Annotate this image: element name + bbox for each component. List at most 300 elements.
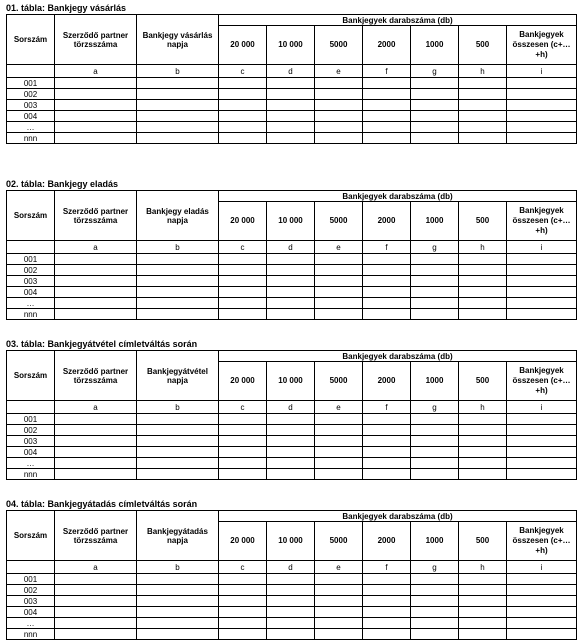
table-cell[interactable] xyxy=(507,585,577,596)
table-cell[interactable] xyxy=(411,276,459,287)
table-cell[interactable] xyxy=(55,447,137,458)
table-cell[interactable] xyxy=(219,618,267,629)
table-cell[interactable] xyxy=(363,585,411,596)
table-cell[interactable] xyxy=(363,436,411,447)
column-letter: e xyxy=(315,65,363,78)
column-letter: i xyxy=(507,241,577,254)
table-cell[interactable] xyxy=(267,78,315,89)
table-cell[interactable] xyxy=(315,585,363,596)
table-cell[interactable] xyxy=(363,111,411,122)
table-cell[interactable] xyxy=(459,585,507,596)
column-letter: h xyxy=(459,561,507,574)
table-cell[interactable] xyxy=(315,447,363,458)
denomination-header: 10 000 xyxy=(267,26,315,65)
table-cell[interactable] xyxy=(459,133,507,144)
table-cell[interactable] xyxy=(363,122,411,133)
table-cell[interactable] xyxy=(267,89,315,100)
table-cell[interactable] xyxy=(459,100,507,111)
row-number: 003 xyxy=(7,596,55,607)
table-cell[interactable] xyxy=(459,78,507,89)
denomination-header: 10 000 xyxy=(267,202,315,241)
table-cell[interactable] xyxy=(219,133,267,144)
table-cell[interactable] xyxy=(137,276,219,287)
table-cell[interactable] xyxy=(219,298,267,309)
table-cell[interactable] xyxy=(459,254,507,265)
table-row xyxy=(7,585,577,596)
table-cell[interactable] xyxy=(459,447,507,458)
table-cell[interactable] xyxy=(137,298,219,309)
table-section-2 xyxy=(6,178,576,320)
row-number: 003 xyxy=(7,100,55,111)
table-row xyxy=(7,78,577,89)
table-cell[interactable] xyxy=(315,78,363,89)
denomination-header: 2000 xyxy=(363,362,411,401)
column-letter: h xyxy=(459,65,507,78)
table-cell[interactable] xyxy=(137,574,219,585)
table-cell[interactable] xyxy=(55,596,137,607)
table-cell[interactable] xyxy=(459,596,507,607)
table-cell[interactable] xyxy=(267,574,315,585)
table-cell[interactable] xyxy=(55,100,137,111)
table-cell[interactable] xyxy=(267,309,315,320)
table-cell[interactable] xyxy=(363,100,411,111)
table-cell[interactable] xyxy=(459,89,507,100)
table-row xyxy=(7,574,577,585)
table-cell[interactable] xyxy=(267,618,315,629)
table-cell[interactable] xyxy=(363,447,411,458)
column-letter: a xyxy=(55,401,137,414)
table-cell[interactable] xyxy=(507,414,577,425)
table-row xyxy=(7,309,577,320)
date-header: Bankjegy vásárlás napja xyxy=(137,15,219,65)
table-cell[interactable] xyxy=(55,618,137,629)
table-cell[interactable] xyxy=(411,309,459,320)
table-row xyxy=(7,254,577,265)
table-cell[interactable] xyxy=(137,618,219,629)
group-header: Bankjegyek darabszáma (db) xyxy=(219,511,577,522)
table-cell[interactable] xyxy=(459,607,507,618)
column-letter: d xyxy=(267,241,315,254)
table-cell[interactable] xyxy=(55,254,137,265)
table-cell[interactable] xyxy=(363,309,411,320)
table-cell[interactable] xyxy=(267,287,315,298)
table-cell[interactable] xyxy=(315,265,363,276)
table-cell[interactable] xyxy=(55,133,137,144)
table-section-1 xyxy=(6,2,576,144)
table-cell[interactable] xyxy=(267,458,315,469)
table-row xyxy=(7,276,577,287)
table-cell[interactable] xyxy=(363,458,411,469)
table-cell[interactable] xyxy=(55,298,137,309)
column-letter: g xyxy=(411,241,459,254)
row-number: nnn xyxy=(7,309,55,320)
table-cell[interactable] xyxy=(315,309,363,320)
table-cell[interactable] xyxy=(459,122,507,133)
table-cell[interactable] xyxy=(315,89,363,100)
table-cell[interactable] xyxy=(219,100,267,111)
table-cell[interactable] xyxy=(411,287,459,298)
table-cell[interactable] xyxy=(267,276,315,287)
table-cell[interactable] xyxy=(137,265,219,276)
table-cell[interactable] xyxy=(363,254,411,265)
table-cell[interactable] xyxy=(55,585,137,596)
table-cell[interactable] xyxy=(219,287,267,298)
table-cell[interactable] xyxy=(315,287,363,298)
table-cell[interactable] xyxy=(459,298,507,309)
column-letter: f xyxy=(363,561,411,574)
table-cell[interactable] xyxy=(55,607,137,618)
table-row xyxy=(7,133,577,144)
table-cell[interactable] xyxy=(411,469,459,480)
row-number: 001 xyxy=(7,414,55,425)
table-cell[interactable] xyxy=(219,276,267,287)
table-cell[interactable] xyxy=(315,122,363,133)
data-table xyxy=(6,510,577,640)
table-row xyxy=(7,618,577,629)
table-cell[interactable] xyxy=(411,425,459,436)
row-number: 002 xyxy=(7,585,55,596)
table-cell[interactable] xyxy=(459,469,507,480)
table-cell[interactable] xyxy=(411,596,459,607)
table-cell[interactable] xyxy=(411,458,459,469)
table-cell[interactable] xyxy=(363,78,411,89)
table-cell[interactable] xyxy=(363,574,411,585)
row-number: 004 xyxy=(7,607,55,618)
table-cell[interactable] xyxy=(459,265,507,276)
table-cell[interactable] xyxy=(55,111,137,122)
table-cell[interactable] xyxy=(137,78,219,89)
table-cell[interactable] xyxy=(363,425,411,436)
column-letter: b xyxy=(137,561,219,574)
table-cell[interactable] xyxy=(55,436,137,447)
table-title: 03. tábla: Bankjegyátvétel címletváltás során xyxy=(6,339,198,349)
table-cell[interactable] xyxy=(411,298,459,309)
table-cell[interactable] xyxy=(55,78,137,89)
table-cell[interactable] xyxy=(219,89,267,100)
table-cell[interactable] xyxy=(507,111,577,122)
table-cell[interactable] xyxy=(267,585,315,596)
table-cell[interactable] xyxy=(219,111,267,122)
total-header: Bankjegyek összesen (c+…+h) xyxy=(507,202,577,241)
denomination-header: 5000 xyxy=(315,362,363,401)
table-cell[interactable] xyxy=(507,425,577,436)
column-letter: d xyxy=(267,65,315,78)
column-letter: h xyxy=(459,241,507,254)
table-cell[interactable] xyxy=(411,607,459,618)
denomination-header: 20 000 xyxy=(219,362,267,401)
table-cell[interactable] xyxy=(137,436,219,447)
table-cell[interactable] xyxy=(363,89,411,100)
table-cell[interactable] xyxy=(137,607,219,618)
table-cell[interactable] xyxy=(507,436,577,447)
table-cell[interactable] xyxy=(219,596,267,607)
table-cell[interactable] xyxy=(267,414,315,425)
table-cell[interactable] xyxy=(411,89,459,100)
table-cell[interactable] xyxy=(411,447,459,458)
column-letter: d xyxy=(267,401,315,414)
table-row xyxy=(7,596,577,607)
table-cell[interactable] xyxy=(459,436,507,447)
table-cell[interactable] xyxy=(137,585,219,596)
table-cell[interactable] xyxy=(219,254,267,265)
table-cell[interactable] xyxy=(363,133,411,144)
row-number: 001 xyxy=(7,254,55,265)
table-cell[interactable] xyxy=(315,425,363,436)
table-row xyxy=(7,414,577,425)
table-cell[interactable] xyxy=(267,265,315,276)
table-cell[interactable] xyxy=(137,414,219,425)
table-cell[interactable] xyxy=(411,133,459,144)
table-cell[interactable] xyxy=(411,122,459,133)
table-cell[interactable] xyxy=(507,276,577,287)
table-cell[interactable] xyxy=(219,458,267,469)
table-cell[interactable] xyxy=(219,436,267,447)
table-cell[interactable] xyxy=(137,458,219,469)
table-cell[interactable] xyxy=(55,574,137,585)
table-cell[interactable] xyxy=(459,276,507,287)
table-cell[interactable] xyxy=(315,276,363,287)
table-cell[interactable] xyxy=(507,100,577,111)
denomination-header: 500 xyxy=(459,26,507,65)
table-cell[interactable] xyxy=(507,254,577,265)
table-cell[interactable] xyxy=(55,265,137,276)
table-cell[interactable] xyxy=(219,414,267,425)
table-cell[interactable] xyxy=(411,100,459,111)
denomination-header: 500 xyxy=(459,202,507,241)
group-header: Bankjegyek darabszáma (db) xyxy=(219,351,577,362)
column-letter: b xyxy=(137,65,219,78)
sorszam-header: Sorszám xyxy=(7,15,55,65)
table-cell[interactable] xyxy=(137,122,219,133)
table-cell[interactable] xyxy=(459,309,507,320)
table-cell[interactable] xyxy=(507,574,577,585)
row-number: … xyxy=(7,298,55,309)
table-cell[interactable] xyxy=(55,276,137,287)
table-cell[interactable] xyxy=(137,596,219,607)
table-cell[interactable] xyxy=(507,287,577,298)
table-cell[interactable] xyxy=(219,607,267,618)
table-cell[interactable] xyxy=(315,254,363,265)
denomination-header: 5000 xyxy=(315,202,363,241)
table-cell[interactable] xyxy=(219,122,267,133)
table-cell[interactable] xyxy=(315,436,363,447)
table-cell[interactable] xyxy=(219,585,267,596)
table-cell[interactable] xyxy=(507,265,577,276)
table-cell[interactable] xyxy=(267,436,315,447)
table-cell[interactable] xyxy=(267,469,315,480)
column-letter: e xyxy=(315,241,363,254)
row-number: nnn xyxy=(7,469,55,480)
table-cell[interactable] xyxy=(459,414,507,425)
table-cell[interactable] xyxy=(363,287,411,298)
row-number: 004 xyxy=(7,447,55,458)
denomination-header: 20 000 xyxy=(219,522,267,561)
table-cell[interactable] xyxy=(267,298,315,309)
denomination-header: 20 000 xyxy=(219,26,267,65)
table-cell[interactable] xyxy=(267,254,315,265)
table-cell[interactable] xyxy=(137,254,219,265)
table-cell[interactable] xyxy=(507,78,577,89)
table-cell[interactable] xyxy=(315,458,363,469)
table-cell[interactable] xyxy=(411,78,459,89)
table-cell[interactable] xyxy=(267,607,315,618)
table-cell[interactable] xyxy=(459,574,507,585)
column-letter: i xyxy=(507,561,577,574)
table-cell[interactable] xyxy=(55,458,137,469)
row-number: 003 xyxy=(7,436,55,447)
group-header: Bankjegyek darabszáma (db) xyxy=(219,15,577,26)
empty-letter-cell xyxy=(7,401,55,414)
table-cell[interactable] xyxy=(459,425,507,436)
denomination-header: 500 xyxy=(459,362,507,401)
row-number: … xyxy=(7,458,55,469)
column-letter: c xyxy=(219,401,267,414)
table-cell[interactable] xyxy=(315,618,363,629)
table-cell[interactable] xyxy=(363,469,411,480)
row-number: 004 xyxy=(7,287,55,298)
table-cell[interactable] xyxy=(267,111,315,122)
table-cell[interactable] xyxy=(219,78,267,89)
row-number: nnn xyxy=(7,133,55,144)
table-cell[interactable] xyxy=(267,122,315,133)
table-cell[interactable] xyxy=(507,447,577,458)
column-letter: h xyxy=(459,401,507,414)
denomination-header: 2000 xyxy=(363,202,411,241)
table-cell[interactable] xyxy=(363,596,411,607)
table-cell[interactable] xyxy=(507,122,577,133)
table-cell[interactable] xyxy=(315,607,363,618)
table-cell[interactable] xyxy=(219,447,267,458)
table-cell[interactable] xyxy=(363,607,411,618)
row-number: 001 xyxy=(7,574,55,585)
table-cell[interactable] xyxy=(363,265,411,276)
table-cell[interactable] xyxy=(219,574,267,585)
denomination-header: 10 000 xyxy=(267,362,315,401)
table-cell[interactable] xyxy=(55,469,137,480)
column-letter: f xyxy=(363,65,411,78)
table-cell[interactable] xyxy=(219,469,267,480)
table-cell[interactable] xyxy=(411,574,459,585)
denomination-header: 1000 xyxy=(411,362,459,401)
table-cell[interactable] xyxy=(507,618,577,629)
table-row xyxy=(7,287,577,298)
table-cell[interactable] xyxy=(315,596,363,607)
table-row xyxy=(7,469,577,480)
table-cell[interactable] xyxy=(55,309,137,320)
table-cell[interactable] xyxy=(315,414,363,425)
table-cell[interactable] xyxy=(411,618,459,629)
table-cell[interactable] xyxy=(55,122,137,133)
empty-letter-cell xyxy=(7,241,55,254)
table-cell[interactable] xyxy=(507,298,577,309)
table-cell[interactable] xyxy=(315,469,363,480)
row-number: 001 xyxy=(7,78,55,89)
table-cell[interactable] xyxy=(137,100,219,111)
column-letter: a xyxy=(55,65,137,78)
table-cell[interactable] xyxy=(411,254,459,265)
table-row xyxy=(7,122,577,133)
table-cell[interactable] xyxy=(137,89,219,100)
table-cell[interactable] xyxy=(55,414,137,425)
row-number: 002 xyxy=(7,265,55,276)
table-cell[interactable] xyxy=(267,100,315,111)
table-cell[interactable] xyxy=(363,298,411,309)
table-cell[interactable] xyxy=(219,309,267,320)
table-cell[interactable] xyxy=(507,458,577,469)
table-cell[interactable] xyxy=(55,425,137,436)
row-number: … xyxy=(7,122,55,133)
table-cell[interactable] xyxy=(363,414,411,425)
column-letter: c xyxy=(219,241,267,254)
table-cell[interactable] xyxy=(315,133,363,144)
table-cell[interactable] xyxy=(411,436,459,447)
table-cell[interactable] xyxy=(459,618,507,629)
table-cell[interactable] xyxy=(315,111,363,122)
table-cell[interactable] xyxy=(507,469,577,480)
column-letter: e xyxy=(315,561,363,574)
table-cell[interactable] xyxy=(363,618,411,629)
table-cell[interactable] xyxy=(315,298,363,309)
table-cell[interactable] xyxy=(137,111,219,122)
table-cell[interactable] xyxy=(55,89,137,100)
table-cell[interactable] xyxy=(507,596,577,607)
table-title: 02. tábla: Bankjegy eladás xyxy=(6,179,119,189)
table-cell[interactable] xyxy=(507,607,577,618)
sorszam-header: Sorszám xyxy=(7,511,55,561)
column-letter: g xyxy=(411,65,459,78)
table-cell[interactable] xyxy=(507,309,577,320)
table-cell[interactable] xyxy=(267,447,315,458)
column-letter: d xyxy=(267,561,315,574)
table-cell[interactable] xyxy=(267,425,315,436)
table-cell[interactable] xyxy=(137,133,219,144)
table-cell[interactable] xyxy=(411,111,459,122)
table-cell[interactable] xyxy=(267,596,315,607)
table-cell[interactable] xyxy=(137,309,219,320)
table-row xyxy=(7,425,577,436)
group-header: Bankjegyek darabszáma (db) xyxy=(219,191,577,202)
table-cell[interactable] xyxy=(137,425,219,436)
table-cell[interactable] xyxy=(411,585,459,596)
table-cell[interactable] xyxy=(459,458,507,469)
table-section-4 xyxy=(6,498,576,640)
table-cell[interactable] xyxy=(459,287,507,298)
table-cell[interactable] xyxy=(411,265,459,276)
table-cell[interactable] xyxy=(137,287,219,298)
partner-header: Szerződő partner törzsszáma xyxy=(55,511,137,561)
table-cell[interactable] xyxy=(507,133,577,144)
table-cell[interactable] xyxy=(219,425,267,436)
table-cell[interactable] xyxy=(507,89,577,100)
table-row xyxy=(7,298,577,309)
table-cell[interactable] xyxy=(55,287,137,298)
table-cell[interactable] xyxy=(219,265,267,276)
column-letter: c xyxy=(219,65,267,78)
column-letter: b xyxy=(137,241,219,254)
row-number: … xyxy=(7,618,55,629)
denomination-header: 10 000 xyxy=(267,522,315,561)
table-cell[interactable] xyxy=(315,100,363,111)
column-letter: c xyxy=(219,561,267,574)
column-letter: b xyxy=(137,401,219,414)
table-cell[interactable] xyxy=(459,111,507,122)
table-cell[interactable] xyxy=(267,133,315,144)
table-cell[interactable] xyxy=(137,469,219,480)
table-cell[interactable] xyxy=(315,574,363,585)
table-cell[interactable] xyxy=(411,414,459,425)
table-cell[interactable] xyxy=(363,276,411,287)
table-cell[interactable] xyxy=(137,447,219,458)
